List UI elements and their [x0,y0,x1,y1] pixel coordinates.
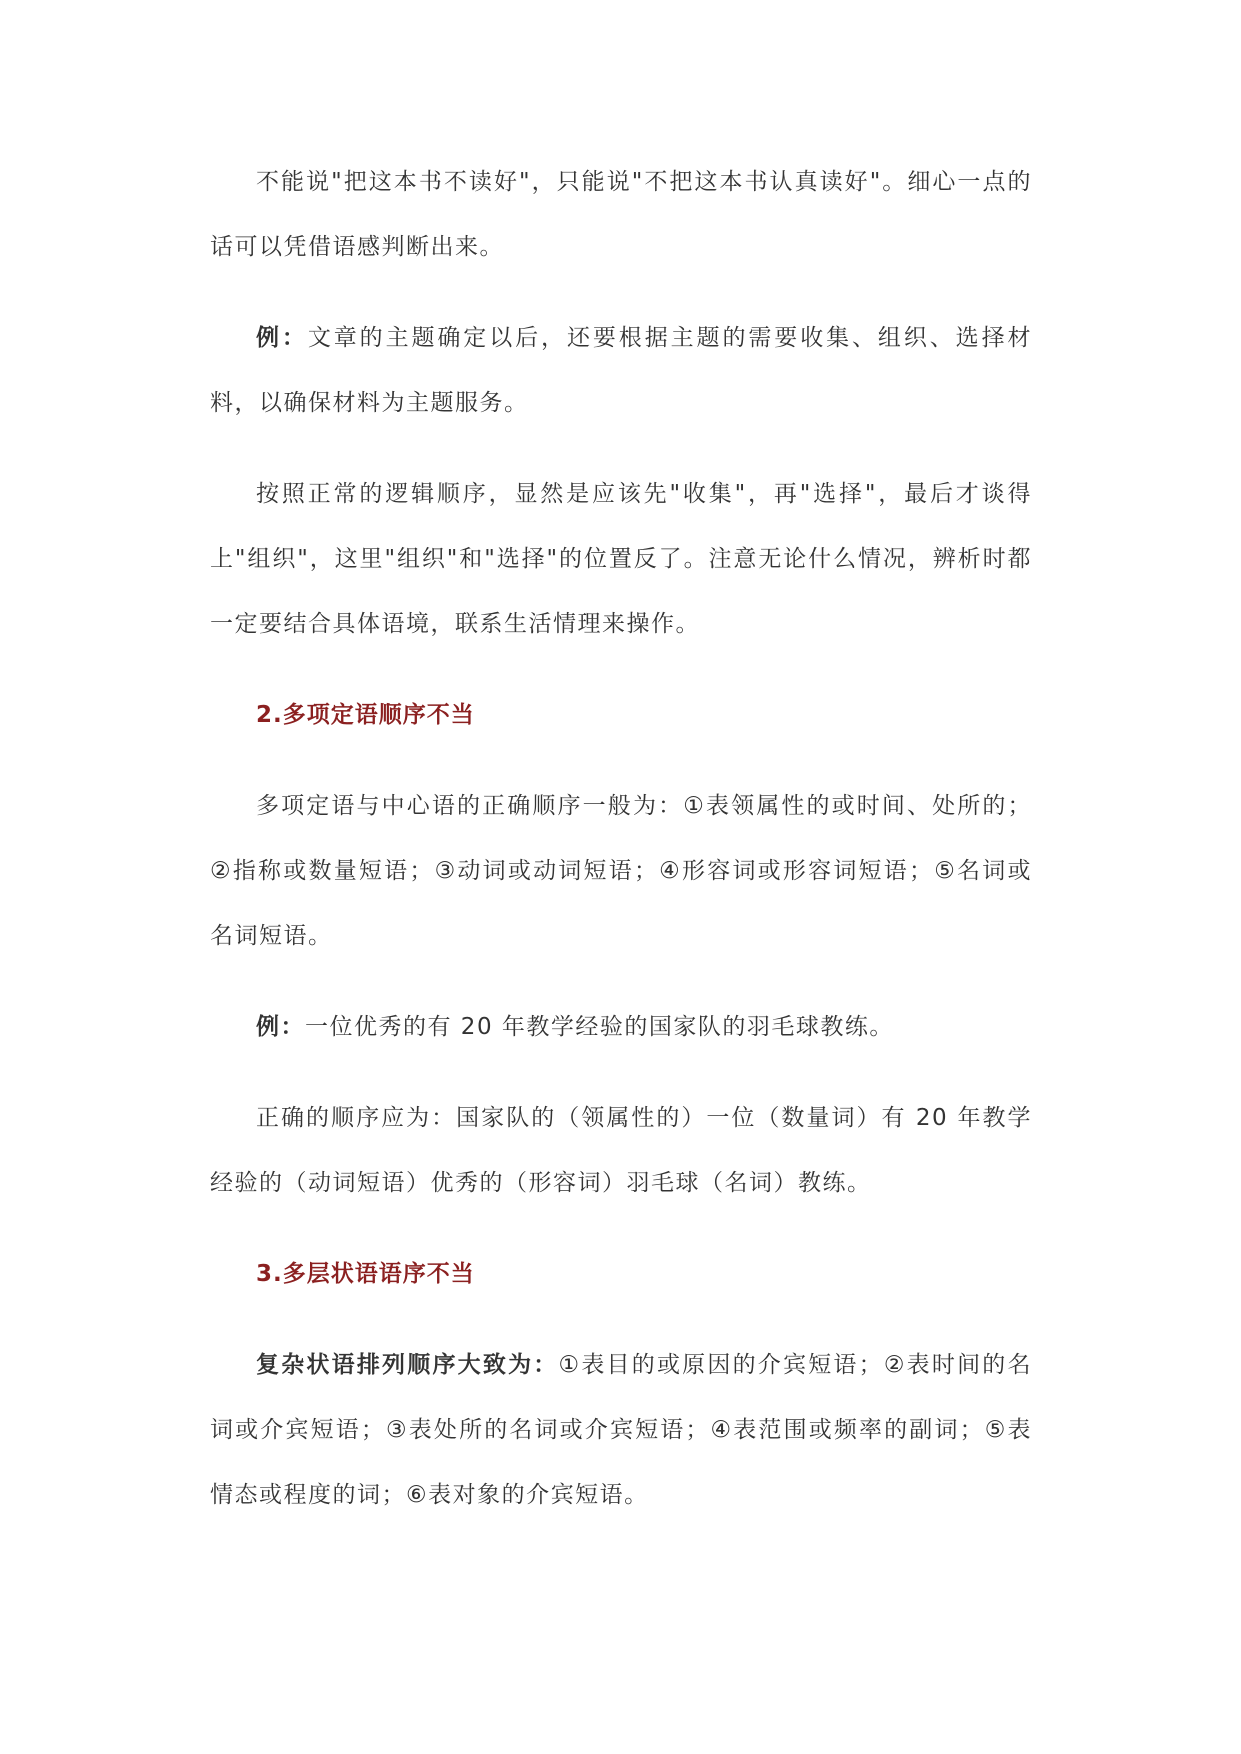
paragraph-text: 按照正常的逻辑顺序，显然是应该先"收集"，再"选择"，最后才谈得上"组织"，这里"组织"和"选择"的位置反了。注意无论什么情况，辨析时都一定要结合具体语境，联系生活情理来操作。 [210,481,1032,637]
paragraph-attributive-rules [210,774,1032,969]
document-page [210,150,1032,1554]
paragraph-logic-order [210,462,1032,657]
paragraph-text: 多项定语与中心语的正确顺序一般为：①表领属性的或时间、处所的；②指称或数量短语；③动词或动词短语；④形容词或形容词短语；⑤名词或名词短语。 [210,793,1032,949]
rule-label: 复杂状语排列顺序大致为： [256,1352,559,1378]
paragraph-text: ①表目的或原因的介宾短语；②表时间的名词或介宾短语；③表处所的名词或介宾短语；④表范围或频率的副词；⑤表情态或程度的词；⑥表对象的介宾短语。 [210,1352,1032,1508]
paragraph-correct-order [210,1086,1032,1216]
paragraph-text: 正确的顺序应为：国家队的（领属性的）一位（数量词）有 20 年教学经验的（动词短语）优秀的（形容词）羽毛球（名词）教练。 [210,1105,1032,1196]
example-label: 例： [256,1014,305,1040]
paragraph-reading-example [210,150,1032,280]
paragraph-adverbial-rules [210,1333,1032,1528]
section-heading-attributive-order: 2.多项定语顺序不当 [256,702,475,728]
paragraph-text: 文章的主题确定以后，还要根据主题的需要收集、组织、选择材料，以确保材料为主题服务。 [210,325,1033,416]
paragraph-example-coach [210,995,1032,1060]
paragraph-example-theme [210,306,1032,436]
section-heading-adverbial-order: 3.多层状语语序不当 [256,1261,475,1287]
paragraph-text: 不能说"把这本书不读好"，只能说"不把这本书认真读好"。细心一点的话可以凭借语感判断出来。 [210,169,1032,260]
example-label: 例： [256,325,308,351]
paragraph-text: 一位优秀的有 20 年教学经验的国家队的羽毛球教练。 [305,1014,894,1040]
